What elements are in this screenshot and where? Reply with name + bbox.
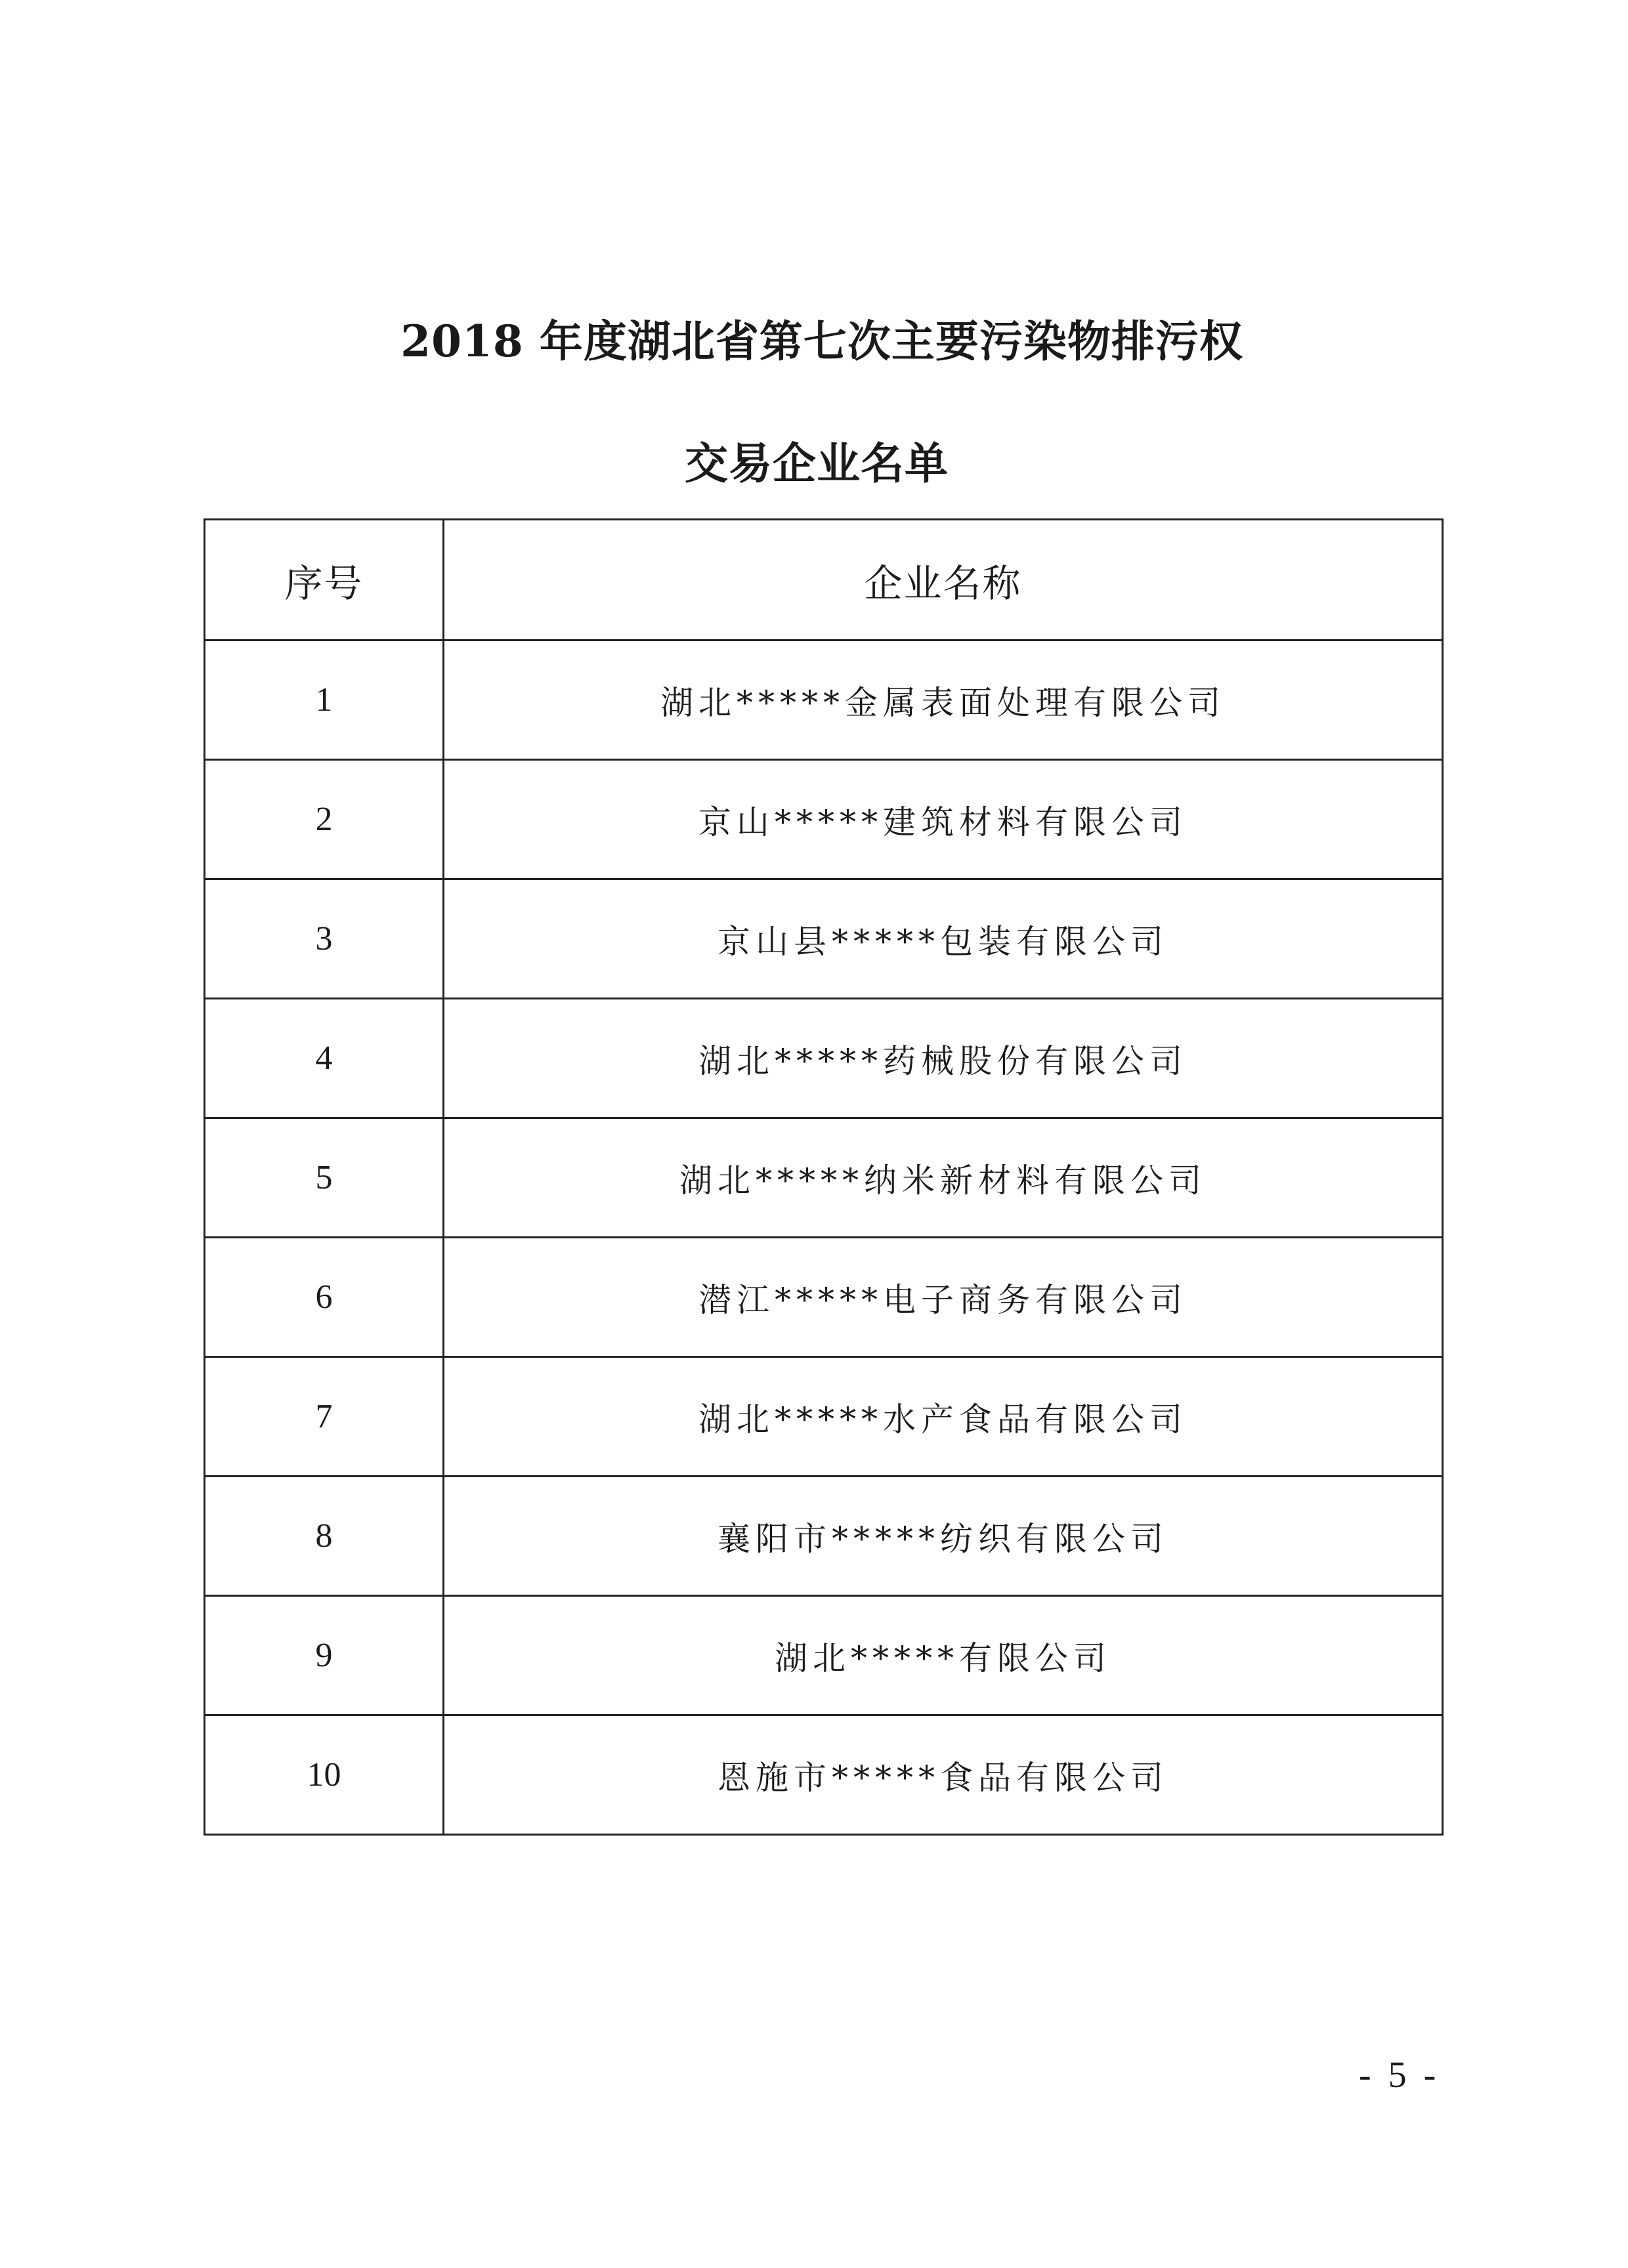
page-number: - 5 - [1359, 2055, 1440, 2095]
table-row [205, 1357, 1443, 1477]
table-row [205, 760, 1443, 879]
row-company-name: 湖北*****药械股份有限公司 [444, 999, 1443, 1118]
row-serial-number: 8 [205, 1477, 444, 1596]
table-row [205, 640, 1443, 760]
header-serial-number: 序号 [205, 520, 444, 640]
row-company-name: 恩施市*****食品有限公司 [444, 1715, 1443, 1835]
row-serial-number: 4 [205, 999, 444, 1118]
row-company-name: 襄阳市*****纺织有限公司 [444, 1477, 1443, 1596]
table-row [205, 1596, 1443, 1715]
table-header-row [205, 520, 1443, 640]
table-row [205, 1477, 1443, 1596]
row-company-name: 京山*****建筑材料有限公司 [444, 760, 1443, 879]
table-row [205, 879, 1443, 999]
row-serial-number: 3 [205, 879, 444, 999]
row-company-name: 京山县*****包装有限公司 [444, 879, 1443, 999]
company-list-table [204, 518, 1444, 1836]
table-row [205, 999, 1443, 1118]
row-company-name: 湖北*****有限公司 [444, 1596, 1443, 1715]
row-serial-number: 2 [205, 760, 444, 879]
row-serial-number: 9 [205, 1596, 444, 1715]
table-row [205, 1118, 1443, 1238]
row-serial-number: 10 [205, 1715, 444, 1835]
row-company-name: 湖北*****水产食品有限公司 [444, 1357, 1443, 1477]
table-row [205, 1715, 1443, 1835]
row-company-name: 潜江*****电子商务有限公司 [444, 1238, 1443, 1357]
table-row [205, 1238, 1443, 1357]
row-serial-number: 7 [205, 1357, 444, 1477]
row-company-name: 湖北*****纳米新材料有限公司 [444, 1118, 1443, 1238]
row-company-name: 湖北*****金属表面处理有限公司 [444, 640, 1443, 760]
row-serial-number: 6 [205, 1238, 444, 1357]
row-serial-number: 1 [205, 640, 444, 760]
header-company-name: 企业名称 [444, 520, 1443, 640]
document-title-line-2: 交易企业名单 [685, 438, 949, 489]
document-title-line-1: 2018 年度湖北省第七次主要污染物排污权 [400, 316, 1243, 367]
row-serial-number: 5 [205, 1118, 444, 1238]
